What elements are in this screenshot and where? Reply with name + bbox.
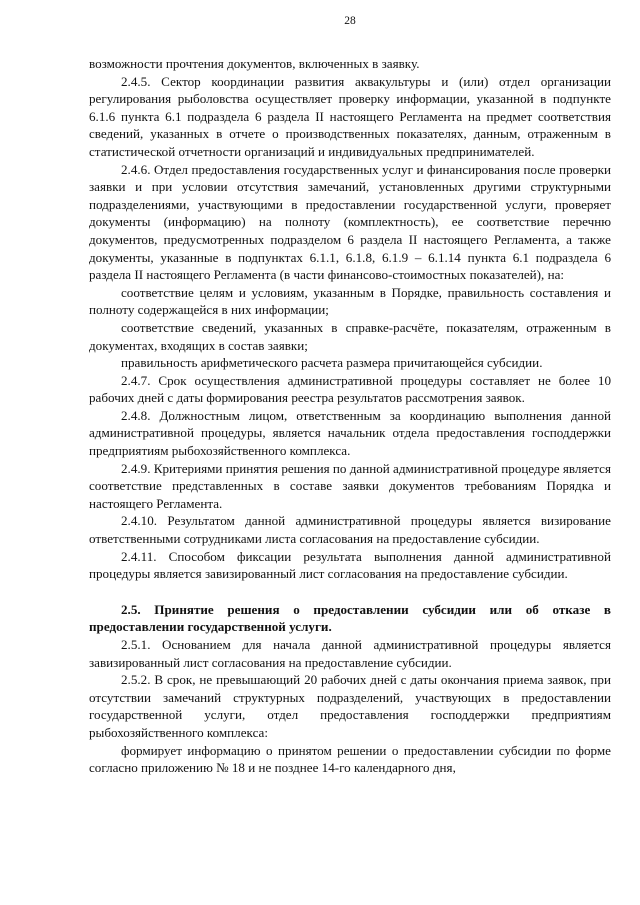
paragraph-2-4-5: 2.4.5. Сектор координации развития аквакультуры и (или) отдел организации регулирования рыболовства осуществляет проверку информации, указанной в подпункте 6.1.6 пункта 6.1 подраздела 6 раздела II настоящего Регламента на предмет соответствия сведений, указанных в отчете о производственных показателях, данным, отраженным в статистической отчетности организаций и индивидуальных предпринимателей. [89,73,611,159]
paragraph-2-4-9: 2.4.9. Критериями принятия решения по данной административной процедуре является соответствие представленных в составе заявки документов требованиям Порядка и настоящего Регламента. [89,460,611,511]
paragraph-forms-information: формирует информацию о принятом решении о предоставлении субсидии по форме согласно приложению № 18 и не позднее 14-го календарного дня, [89,742,611,776]
paragraph-2-4-8: 2.4.8. Должностным лицом, ответственным за координацию выполнения данной административной процедуры, является начальник отдела предоставления господдержки предприятиям рыбохозяйственного комплекса. [89,407,611,459]
section-heading-2-5: 2.5. Принятие решения о предоставлении субсидии или об отказе в предоставлении государственной услуги. [89,601,611,635]
list-item-compliance-data: соответствие сведений, указанных в справке-расчёте, показателям, отраженным в документах, входящих в состав заявки; [89,319,611,353]
list-item-compliance-goals: соответствие целям и условиям, указанным в Порядке, правильность составления и полноту содержащейся в них информации; [89,284,611,318]
section-2-4-body [89,55,611,583]
paragraph-2-4-10: 2.4.10. Результатом данной административной процедуры является визирование ответственными сотрудниками листа согласования на предоставление субсидии. [89,513,611,547]
paragraph-2-4-6: 2.4.6. Отдел предоставления государственных услуг и финансирования после проверки заявки и при условии отсутствия замечаний, установленных другими структурными подразделениями, участвующими в предоставлении государственной услуги, проверяет документы (информацию) на полноту (комплектность), ее соответствие перечню документов, предусмотренных подразделом 6 раздела II настоящего Регламента, а также документы, указанные в подпунктах 6.1.1, 6.1.8, 6.1.9 – 6.1.14 пункта 6.1 подраздела 6 раздела II настоящего Регламента (в части финансово-стоимостных показателей), на: [89,161,611,283]
paragraph: возможности прочтения документов, включенных в заявку. [89,56,420,71]
page-number: 28 [344,15,356,27]
list-item-arithmetic-check: правильность арифметического расчета размера причитающейся субсидии. [121,355,543,371]
paragraph-2-5-1: 2.5.1. Основанием для начала данной административной процедуры является завизированный лист согласования на предоставление субсидии. [89,637,611,670]
paragraph-2-4-7: 2.4.7. Срок осуществления административной процедуры составляет не более 10 рабочих дней с даты формирования реестра результатов рассмотрения заявок. [89,372,611,406]
section-2-5-body [89,636,611,777]
paragraph-2-5-2: 2.5.2. В срок, не превышающий 20 рабочих дней с даты окончания приема заявок, при отсутствии замечаний структурных подразделений, участвующих в предоставлении государственной услуги, отдел предоставления господдержки предприятиям рыбохозяйственного комплекса: [89,672,611,740]
paragraph-2-4-11: 2.4.11. Способом фиксации результата выполнения данной административной процедуры является завизированный лист согласования на предоставление субсидии. [89,548,611,582]
